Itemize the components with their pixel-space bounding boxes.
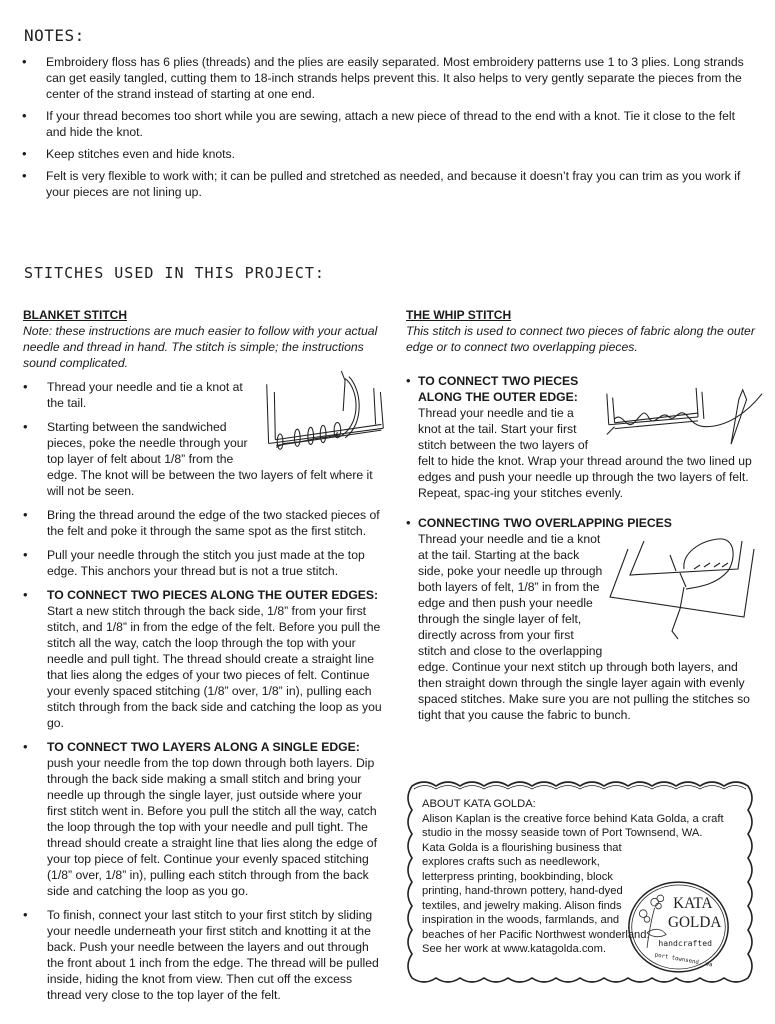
note-item: • Felt is very flexible to work with; it can be pulled and stretched as needed, and because it doesn’t fray you can trim as you work if your pieces are not lining up.: [22, 168, 752, 200]
note-item: • Embroidery floss has 6 plies (threads) and the plies are easily separated. Most embroidery patterns use 1 to 3 plies. Long strands can get easily tangled, cutting them to 18-inch strands helps prevent this. It also helps to very gently separate the pieces from the center of the strand instead of starting at one end.: [22, 54, 752, 102]
blanket-step: [23, 547, 385, 579]
step-text: Thread your needle and tie a knot at the tail.: [47, 380, 243, 410]
about-heading: ABOUT KATA GOLDA:: [422, 798, 536, 810]
blanket-step: [23, 507, 385, 539]
logo-tagline: handcrafted: [658, 938, 713, 949]
notes-list: [22, 54, 752, 206]
blanket-step: [23, 379, 385, 411]
logo-location: port townsend, wa: [654, 952, 713, 969]
whip-step: [406, 515, 758, 723]
step-text: Thread your needle and tie a knot at the tail. Starting at the back side, poke your needle up through both layers of felt, 1/8” in from the edge and then push your needle through the single layer of felt, directly across from your first stitch and close to the overlapping edge. Continue your next stitch up through both layers, and then straight down through the single layer again with evenly spaced stitches. Make sure you are not pulling the stitches so tight that you cause the fabric to bunch.: [418, 532, 750, 722]
whip-stitch-illustration-icon: [601, 383, 766, 449]
step-text: Start a new stitch through the back side, 1/8” from your first stitch, and 1/8” in from the edge of the felt. Before you pull the stitch all the way, catch the loop through the top with your needle and pull tight. The thread should create a straight line that lies along the edges of your two pieces of felt. Continue your evenly spaced stitching (1/8” over, 1/8” in), pulling each stitch through from the back side and catching the loop as you go.: [47, 604, 382, 730]
kata-golda-logo-icon: [626, 877, 731, 977]
step-text: To finish, connect your last stitch to your first stitch by sliding your needle underneath your first stitch and knotting it at the back. Push your needle between the layers and out through the front about 1 inch from the edge. The thread will be pulled inside, hiding the knot from view. Then cut off the excess thread very close to the top layer of the felt.: [47, 908, 379, 1002]
step-text: Bring the thread around the edge of the two stacked pieces of the felt and poke it through the same spot as the first stitch.: [47, 508, 380, 538]
step-text: Pull your needle through the stitch you just made at the top edge. This anchors your thread but is not a true stitch.: [47, 548, 365, 578]
blanket-stitch-title: BLANKET STITCH: [23, 308, 127, 322]
step-lead: TO CONNECT TWO PIECES ALONG THE OUTER EDGE:: [418, 374, 579, 404]
whip-stitch-section: [406, 307, 758, 737]
step-text: Thread your needle and tie a knot at the tail. Start your first stitch between the two layers of felt to hide the knot. Wrap your thread around the two lined up edges and push your needle up through the two layers of felt. Repeat, spac-ing your stitches evenly.: [418, 406, 752, 500]
whip-stitch-title: THE WHIP STITCH: [406, 308, 512, 322]
blanket-step: [23, 907, 385, 1003]
step-text: Starting between the sandwiched pieces, poke the needle through your top layer of felt about 1/8” from the edge. The knot will be between the two layers of felt where it will not be seen.: [47, 420, 373, 498]
blanket-stitch-section: [23, 307, 385, 1011]
whip-step: [406, 373, 758, 501]
about-kata-golda-box: [398, 772, 758, 994]
logo-line2: GOLDA: [668, 914, 722, 931]
logo-line1: KATA: [673, 894, 713, 912]
about-line: Kata Golda is a flourishing business that explores crafts such as needlework, letterpress printing, bookbinding, block printing, hand-thrown pottery, hand-dyed textiles, and jewelry making. Alison finds inspiration in the woods, farmlands, and beaches of her Pacific Northwest wonderland.: [422, 841, 650, 941]
blanket-step: [23, 587, 385, 731]
blanket-step: [23, 419, 385, 499]
whip-stitch-note: This stitch is used to connect two pieces of fabric along the outer edge or to connect two overlapping pieces.: [406, 324, 755, 354]
blanket-step: [23, 739, 385, 899]
step-lead: TO CONNECT TWO PIECES ALONG THE OUTER EDGES:: [47, 588, 379, 602]
whip-steps: [406, 373, 758, 723]
step-lead: TO CONNECT TWO LAYERS ALONG A SINGLE EDGE:: [47, 740, 360, 754]
blanket-steps: [23, 379, 385, 1003]
note-item: • If your thread becomes too short while you are sewing, attach a new piece of thread to the end with a knot. Tie it close to the felt and hide the knot.: [22, 108, 752, 140]
about-line: Alison Kaplan is the creative force behind Kata Golda, a craft studio in the mossy seaside town of Port Townsend, WA.: [422, 812, 724, 839]
about-line: See her work at www.katagolda.com.: [422, 943, 607, 955]
notes-heading: NOTES:: [24, 26, 85, 45]
overlap-stitch-illustration-icon: [608, 535, 758, 645]
step-lead: CONNECTING TWO OVERLAPPING PIECES: [418, 516, 672, 530]
step-text: push your needle from the top down through both layers. Dip through the back side making a small stitch and bring your needle up through the single layer, just outside where your first stitch went in. Before you pull the stitch all the way, catch the loop through the top with your needle and pull tight. The thread should create a straight line that lies along the edge of your top piece of felt. Continue your evenly spaced stitching (1/8” over, 1/8” in), pulling each stitch through from the back side and catching the loop as you go.: [47, 756, 377, 898]
blanket-stitch-note: Note: these instructions are much easier to follow with your actual needle and thread in hand. The stitch is simple; the instructions sound complicated.: [23, 324, 378, 370]
note-item: • Keep stitches even and hide knots.: [22, 146, 752, 162]
stitches-heading: STITCHES USED IN THIS PROJECT:: [24, 264, 325, 282]
